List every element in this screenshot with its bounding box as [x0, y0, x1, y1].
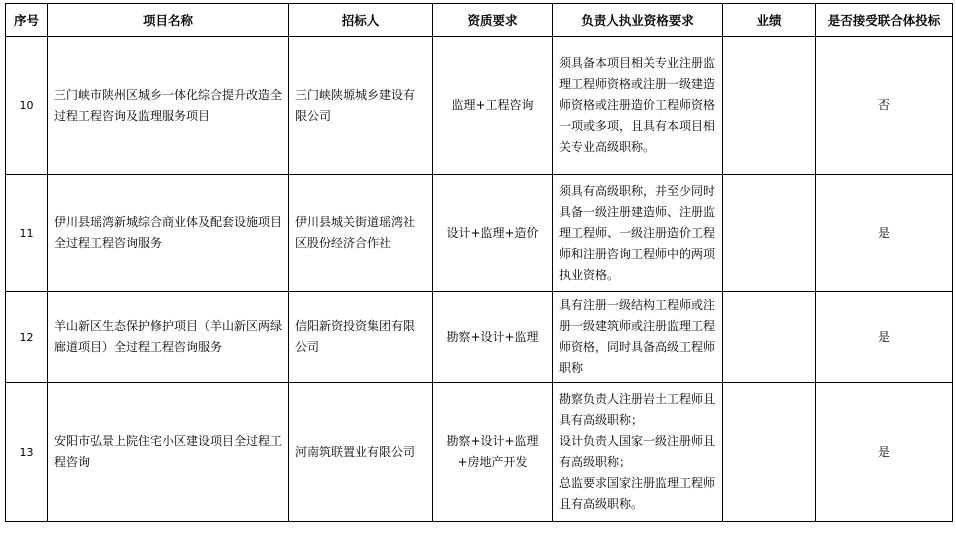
cell-requirement: 须具备本项目相关专业注册监理工程师资格或注册一级建造师资格或注册造价工程师资格一项或多项，且具有本项目相关专业高级职称。 [553, 37, 723, 175]
cell-qualification: 设计+监理+造价 [433, 175, 553, 292]
cell-requirement [553, 383, 723, 522]
cell-no: 10 [6, 37, 48, 175]
cell-no: 13 [6, 383, 48, 522]
cell-project: 安阳市弘景上院住宅小区建设项目全过程工程咨询 [48, 383, 289, 522]
cell-performance [723, 292, 816, 383]
cell-no: 11 [6, 175, 48, 292]
cell-consortium: 是 [816, 383, 953, 522]
cell-performance [723, 175, 816, 292]
cell-tenderer: 三门峡陕塬城乡建设有限公司 [289, 37, 433, 175]
table-row [6, 292, 953, 383]
cell-tenderer: 伊川县城关街道瑶湾社区股份经济合作社 [289, 175, 433, 292]
cell-qualification: 勘察+设计+监理 [433, 292, 553, 383]
requirement-line: 勘察负责人注册岩土工程师且具有高级职称； [559, 392, 716, 427]
header-row [6, 4, 953, 37]
cell-project: 伊川县瑶湾新城综合商业体及配套设施项目全过程工程咨询服务 [48, 175, 289, 292]
cell-consortium: 是 [816, 175, 953, 292]
cell-qualification: 勘察+设计+监理+房地产开发 [433, 383, 553, 522]
cell-consortium: 否 [816, 37, 953, 175]
cell-requirement: 须具有高级职称，并至少同时具备一级注册建造师、注册监理工程师、一级注册造价工程师和注册咨询工程师中的两项执业资格。 [553, 175, 723, 292]
cell-no: 12 [6, 292, 48, 383]
projects-table [5, 3, 953, 522]
requirement-line: 设计负责人国家一级注册师且有高级职称； [559, 434, 716, 469]
requirement-line: 总监要求国家注册监理工程师且有高级职称。 [559, 476, 716, 511]
header-qualification: 资质要求 [433, 4, 553, 37]
header-tenderer: 招标人 [289, 4, 433, 37]
cell-tenderer: 信阳新资投资集团有限公司 [289, 292, 433, 383]
cell-performance [723, 37, 816, 175]
cell-project: 羊山新区生态保护修护项目（羊山新区两绿廊道项目）全过程工程咨询服务 [48, 292, 289, 383]
table-row [6, 175, 953, 292]
cell-tenderer: 河南筑联置业有限公司 [289, 383, 433, 522]
cell-consortium: 是 [816, 292, 953, 383]
header-project: 项目名称 [48, 4, 289, 37]
header-performance: 业绩 [723, 4, 816, 37]
header-no: 序号 [6, 4, 48, 37]
cell-performance [723, 383, 816, 522]
table-row [6, 37, 953, 175]
table-row [6, 383, 953, 522]
header-requirement: 负责人执业资格要求 [553, 4, 723, 37]
cell-project: 三门峡市陕州区城乡一体化综合提升改造全过程工程咨询及监理服务项目 [48, 37, 289, 175]
header-consortium: 是否接受联合体投标 [816, 4, 953, 37]
cell-requirement: 具有注册一级结构工程师或注册一级建筑师或注册监理工程师资格，同时具备高级工程师职称 [553, 292, 723, 383]
cell-qualification: 监理+工程咨询 [433, 37, 553, 175]
